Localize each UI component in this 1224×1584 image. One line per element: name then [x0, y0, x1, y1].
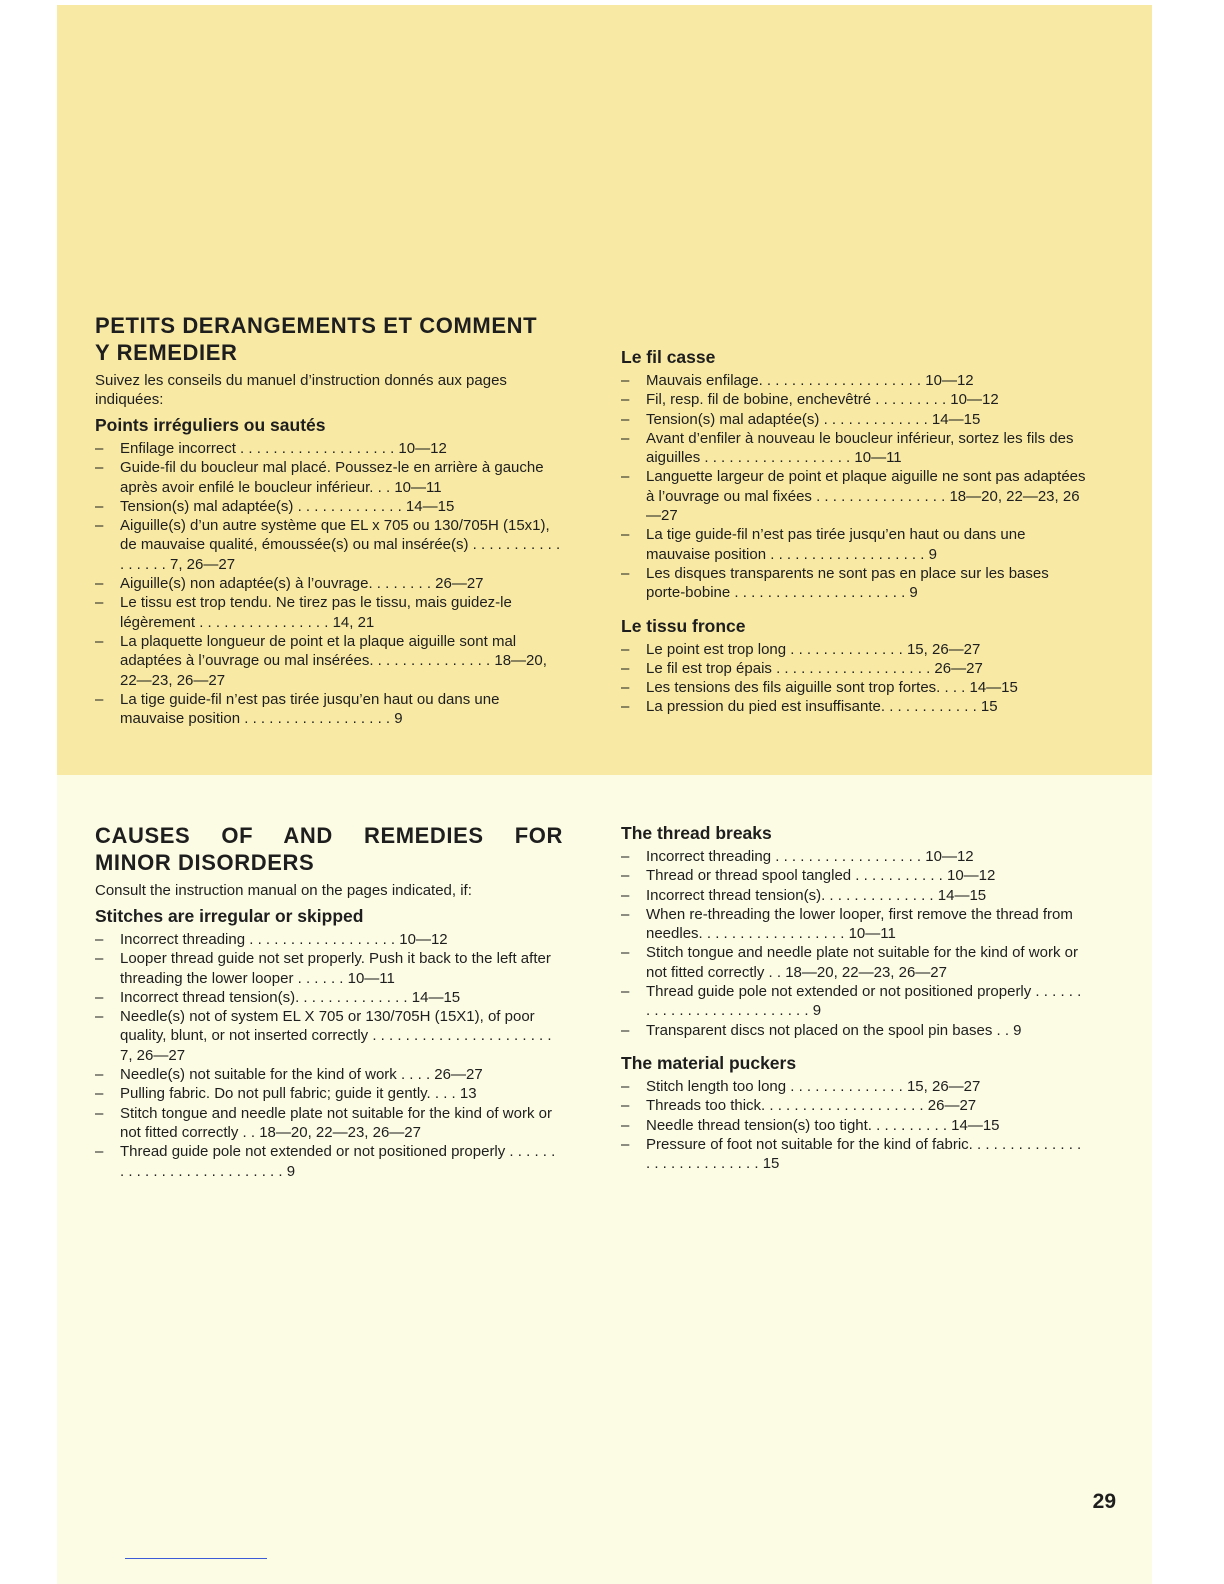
- dash-bullet: –: [95, 1008, 104, 1026]
- dash-bullet: –: [95, 950, 104, 968]
- list-item: [95, 949, 563, 988]
- item-text: Thread guide pole not extended or not positioned properly . . . . . . . . . . . . . . . . . . . . . . . . . . 9: [120, 1143, 556, 1180]
- french-right-column: [621, 344, 1087, 717]
- dash-bullet: –: [621, 944, 630, 962]
- item-text: Pulling fabric. Do not pull fabric; guide it gently. . . . 13: [120, 1085, 477, 1103]
- dash-bullet: –: [621, 410, 630, 428]
- section-title-thread-breaks: The thread breaks: [621, 823, 772, 843]
- list-material-puckers: [621, 1077, 1089, 1173]
- list-item: [95, 632, 561, 690]
- dash-bullet: –: [621, 1135, 630, 1153]
- list-points-irreguliers: [95, 439, 561, 728]
- footer-rule: [125, 1558, 267, 1559]
- english-main-title: [95, 822, 563, 876]
- section-title-points-irreguliers: Points irréguliers ou sautés: [95, 415, 326, 435]
- item-text: Incorrect thread tension(s). . . . . . . . . . . . . . 14—15: [120, 988, 461, 1006]
- section-title-le-fil-casse: Le fil casse: [621, 347, 716, 367]
- dash-bullet: –: [621, 391, 630, 409]
- item-text: Enfilage incorrect . . . . . . . . . . . . . . . . . . . 10—12: [120, 440, 447, 457]
- list-item: [95, 1084, 563, 1103]
- section-title-material-puckers: The material puckers: [621, 1052, 797, 1073]
- list-item: [621, 943, 1089, 982]
- dash-bullet: –: [95, 497, 104, 515]
- list-item: [621, 982, 1089, 1021]
- list-le-tissu-fronce: [621, 640, 1087, 717]
- french-left-column: [95, 312, 561, 728]
- item-text: Stitch tongue and needle plate not suitable for the kind of work or not fitted correctly . . 18—20, 22—23, 26—27: [646, 944, 1078, 981]
- list-thread-breaks: [621, 847, 1089, 1040]
- french-title-line-1: PETITS DERANGEMENTS ET COMMENT: [95, 313, 538, 338]
- dash-bullet: –: [621, 698, 630, 716]
- list-item: [621, 697, 1087, 716]
- dash-bullet: –: [621, 526, 630, 544]
- item-text: Le tissu est trop tendu. Ne tirez pas le tissu, mais guidez-le légèrement . . . . . . . . . . . . . . . . 14, 21: [120, 594, 512, 631]
- dash-bullet: –: [95, 632, 104, 650]
- list-item: [95, 593, 561, 632]
- list-item: [95, 690, 561, 729]
- list-item: [621, 678, 1087, 697]
- list-le-fil-casse: [621, 371, 1087, 603]
- list-item: [95, 497, 561, 516]
- dash-bullet: –: [621, 679, 630, 697]
- dash-bullet: –: [95, 988, 104, 1006]
- dash-bullet: –: [621, 1021, 630, 1039]
- dash-bullet: –: [621, 848, 630, 865]
- dash-bullet: –: [95, 594, 104, 612]
- list-item: [621, 390, 1087, 409]
- section-title-le-tissu-fronce: Le tissu fronce: [621, 615, 746, 636]
- item-text: Looper thread guide not set properly. Push it back to the left after threading the lower looper . . . . . . 10—11: [120, 950, 551, 987]
- list-item: [95, 988, 563, 1007]
- list-item: [621, 564, 1087, 603]
- french-main-title: [95, 312, 561, 366]
- item-text: Aiguille(s) d’un autre système que EL x 705 ou 130/705H (15x1), de mauvaise qualité, émoussée(s) ou mal insérée(s) . . . . . . . . . . . . . . . . . 7, 26—27: [120, 517, 561, 573]
- list-item: [95, 439, 561, 458]
- list-item: [621, 659, 1087, 678]
- list-item: [621, 905, 1089, 944]
- list-item: [621, 866, 1089, 885]
- french-intro: Suivez les conseils du manuel d’instruction donnés aux pages indiquées:: [95, 372, 507, 408]
- list-item: [95, 930, 563, 949]
- dash-bullet: –: [95, 1143, 104, 1161]
- english-right-column: [621, 820, 1089, 1173]
- list-item: [621, 1021, 1089, 1040]
- dash-bullet: –: [621, 983, 630, 1001]
- item-text: Incorrect threading . . . . . . . . . . . . . . . . . . 10—12: [646, 848, 974, 865]
- list-item: [621, 410, 1087, 429]
- french-title-line-2: Y REMEDIER: [95, 340, 238, 365]
- list-item: [621, 371, 1087, 390]
- english-title-line-2: MINOR DISORDERS: [95, 850, 315, 875]
- dash-bullet: –: [621, 372, 630, 389]
- list-item: [621, 467, 1087, 525]
- item-text: Needle thread tension(s) too tight. . . . . . . . . . 14—15: [646, 1116, 1000, 1134]
- item-text: La pression du pied est insuffisante. . . . . . . . . . . . 15: [646, 698, 998, 716]
- item-text: Aiguille(s) non adaptée(s) à l’ouvrage. . . . . . . . 26—27: [120, 575, 484, 593]
- dash-bullet: –: [621, 640, 630, 658]
- dash-bullet: –: [95, 459, 104, 477]
- page-number: 29: [1092, 1490, 1116, 1513]
- item-text: Incorrect thread tension(s). . . . . . . . . . . . . . 14—15: [646, 886, 987, 904]
- item-text: La tige guide-fil n’est pas tirée jusqu’en haut ou dans une mauvaise position . . . . . . . . . . . . . . . . . . 9: [120, 690, 500, 728]
- item-text: Needle(s) not of system EL X 705 or 130/705H (15X1), of poor quality, blunt, or not inserted correctly . . . . . . . . . . . . . . . . . . . . . . 7, 26—27: [120, 1008, 552, 1064]
- list-item: [95, 458, 561, 497]
- item-text: Tension(s) mal adaptée(s) . . . . . . . . . . . . . 14—15: [120, 497, 455, 515]
- list-item: [621, 1135, 1089, 1174]
- list-item: [621, 429, 1087, 468]
- item-text: Mauvais enfilage. . . . . . . . . . . . . . . . . . . . 10—12: [646, 372, 974, 389]
- dash-bullet: –: [95, 575, 104, 593]
- item-text: Thread guide pole not extended or not positioned properly . . . . . . . . . . . . . . . . . . . . . . . . . . 9: [646, 983, 1082, 1020]
- item-text: Les disques transparents ne sont pas en place sur les bases porte-bobine . . . . . . . . . . . . . . . . . . . . . 9: [646, 564, 1049, 602]
- list-item: [95, 574, 561, 593]
- list-item: [621, 640, 1087, 659]
- list-item: [621, 1077, 1089, 1096]
- dash-bullet: –: [621, 886, 630, 904]
- item-text: Le point est trop long . . . . . . . . . . . . . . 15, 26—27: [646, 640, 981, 658]
- list-item: [95, 516, 561, 574]
- english-intro: Consult the instruction manual on the pages indicated, if:: [95, 882, 472, 899]
- item-text: When re-threading the lower looper, first remove the thread from needles. . . . . . . . . . . . . . . . . . 10—11: [646, 905, 1073, 943]
- item-text: Transparent discs not placed on the spool pin bases . . 9: [646, 1021, 1022, 1039]
- list-item: [95, 1104, 563, 1143]
- item-text: Fil, resp. fil de bobine, enchevêtré . . . . . . . . . 10—12: [646, 391, 999, 409]
- item-text: Threads too thick. . . . . . . . . . . . . . . . . . . . 26—27: [646, 1097, 977, 1115]
- list-item: [621, 1096, 1089, 1115]
- dash-bullet: –: [95, 1104, 104, 1122]
- item-text: Stitch length too long . . . . . . . . . . . . . . 15, 26—27: [646, 1077, 981, 1095]
- dash-bullet: –: [621, 1097, 630, 1115]
- list-item: [621, 886, 1089, 905]
- dash-bullet: –: [621, 564, 630, 582]
- item-text: Avant d’enfiler à nouveau le boucleur inférieur, sortez les fils des aiguilles . . . . . . . . . . . . . . . . . . 10—11: [646, 429, 1074, 467]
- dash-bullet: –: [95, 517, 104, 535]
- dash-bullet: –: [621, 867, 630, 885]
- list-item: [621, 847, 1089, 866]
- item-text: Les tensions des fils aiguille sont trop fortes. . . . 14—15: [646, 679, 1018, 697]
- dash-bullet: –: [95, 931, 104, 948]
- dash-bullet: –: [621, 1116, 630, 1134]
- item-text: La tige guide-fil n’est pas tirée jusqu’en haut ou dans une mauvaise position . . . . . . . . . . . . . . . . . . . 9: [646, 526, 1026, 563]
- item-text: Le fil est trop épais . . . . . . . . . . . . . . . . . . . 26—27: [646, 659, 983, 677]
- item-text: Incorrect threading . . . . . . . . . . . . . . . . . . 10—12: [120, 931, 448, 948]
- item-text: Tension(s) mal adaptée(s) . . . . . . . . . . . . . 14—15: [646, 410, 981, 428]
- dash-bullet: –: [621, 468, 630, 486]
- item-text: Pressure of foot not suitable for the kind of fabric. . . . . . . . . . . . . . . . . . . . . . . . . . . . 15: [646, 1135, 1082, 1173]
- dash-bullet: –: [95, 690, 104, 708]
- dash-bullet: –: [621, 659, 630, 677]
- dash-bullet: –: [95, 1085, 104, 1103]
- dash-bullet: –: [95, 440, 104, 457]
- list-item: [95, 1065, 563, 1084]
- english-left-column: [95, 822, 563, 1181]
- english-title-line-1: CAUSES OF AND REMEDIES FOR: [95, 823, 563, 848]
- dash-bullet: –: [621, 429, 630, 447]
- dash-bullet: –: [95, 1066, 104, 1084]
- list-item: [95, 1142, 563, 1181]
- dash-bullet: –: [621, 905, 630, 923]
- section-title-stitches-irregular: Stitches are irregular or skipped: [95, 906, 364, 926]
- dash-bullet: –: [621, 1077, 630, 1095]
- item-text: La plaquette longueur de point et la plaque aiguille sont mal adaptées à l’ouvrage ou mal insérées. . . . . . . . . . . . . . . 18—20, 22—23, 26—27: [120, 632, 547, 689]
- item-text: Languette largeur de point et plaque aiguille ne sont pas adaptées à l’ouvrage ou mal fixées . . . . . . . . . . . . . . . . 18—20, 22—23, 26—27: [646, 468, 1086, 525]
- item-text: Guide-fil du boucleur mal placé. Poussez-le en arrière à gauche après avoir enfilé le boucleur inférieur. . . 10—11: [120, 459, 544, 496]
- item-text: Thread or thread spool tangled . . . . . . . . . . . 10—12: [646, 867, 996, 885]
- list-item: [95, 1007, 563, 1065]
- list-item: [621, 1116, 1089, 1135]
- list-item: [621, 525, 1087, 564]
- item-text: Needle(s) not suitable for the kind of work . . . . 26—27: [120, 1066, 483, 1084]
- list-stitches-irregular: [95, 930, 563, 1181]
- item-text: Stitch tongue and needle plate not suitable for the kind of work or not fitted correctly . . 18—20, 22—23, 26—27: [120, 1104, 552, 1141]
